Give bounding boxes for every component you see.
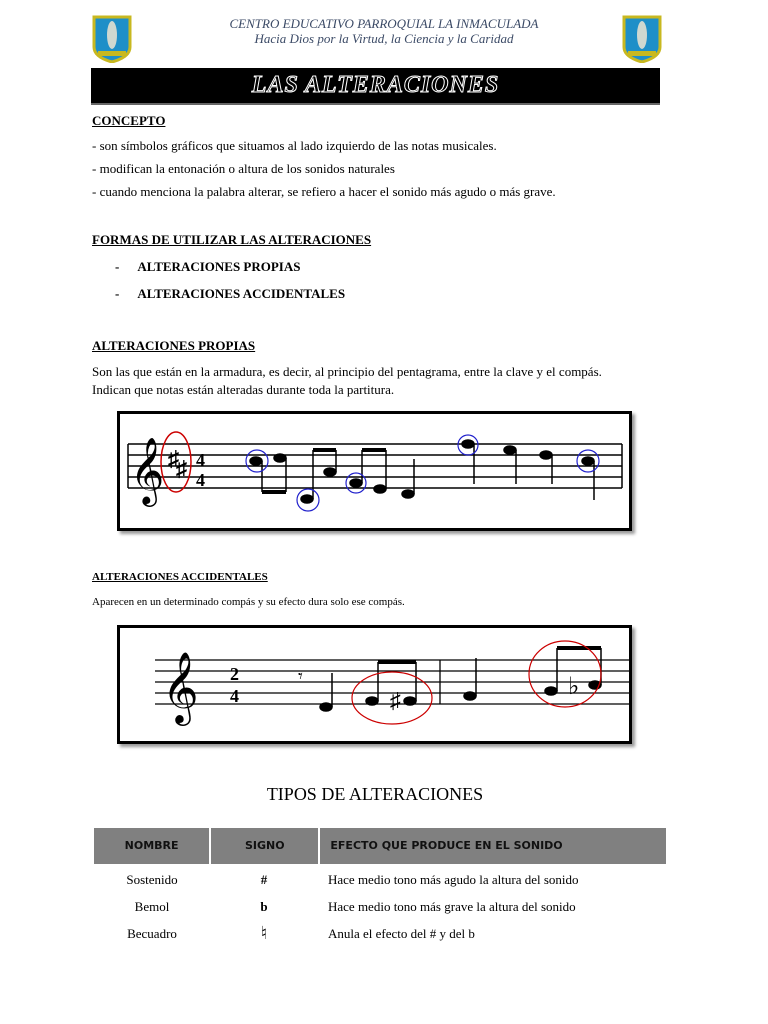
column-header: EFECTO QUE PRODUCE EN EL SONIDO	[330, 839, 563, 852]
nombre-cell: Sostenido	[126, 872, 178, 887]
svg-text:2: 2	[230, 664, 239, 684]
formas-item: - ALTERACIONES ACCIDENTALES	[115, 286, 346, 301]
table-row	[94, 866, 666, 893]
svg-text:♯: ♯	[176, 456, 187, 481]
table-row	[94, 893, 666, 920]
svg-text:♭: ♭	[568, 674, 580, 700]
title-banner	[91, 68, 660, 105]
svg-text:4: 4	[196, 470, 205, 490]
propias-heading: ALTERACIONES PROPIAS	[92, 338, 256, 353]
column-header: SIGNO	[211, 828, 320, 864]
table-row	[94, 920, 666, 947]
concepto-line: - cuando menciona la palabra alterar, se refiero a hacer el sonido más agudo o más grave.	[92, 184, 556, 199]
svg-text:4: 4	[196, 450, 205, 470]
accidentals-staff-image	[117, 625, 632, 744]
propias-text: Indican que notas están alteradas durante toda la partitura.	[92, 382, 395, 397]
tipos-heading: TIPOS DE ALTERACIONES	[266, 784, 484, 804]
signo-cell: #	[260, 872, 268, 887]
efecto-cell: Anula el efecto del # y del b	[328, 926, 475, 941]
page-title: LAS ALTERACIONES	[251, 72, 500, 98]
school-motto: Hacia Dios por la Virtud, la Ciencia y la Caridad	[254, 31, 514, 46]
accidentales-text: Aparecen en un determinado compás y su efecto dura solo ese compás.	[92, 596, 405, 608]
column-header: NOMBRE	[94, 828, 211, 864]
alterations-table	[94, 828, 666, 947]
svg-text:𝄾: 𝄾	[298, 666, 303, 686]
svg-text:♯: ♯	[390, 688, 401, 713]
nombre-cell: Becuadro	[127, 926, 177, 941]
nombre-cell: Bemol	[134, 899, 170, 914]
formas-heading: FORMAS DE UTILIZAR LAS ALTERACIONES	[92, 232, 372, 247]
concepto-line: - modifican la entonación o altura de los sonidos naturales	[92, 161, 395, 176]
accidentales-heading: ALTERACIONES ACCIDENTALES	[92, 571, 268, 583]
svg-text:4: 4	[230, 686, 239, 706]
svg-text:𝄞: 𝄞	[130, 436, 165, 504]
signo-cell: ♮	[260, 923, 268, 944]
concepto-heading: CONCEPTO	[92, 113, 166, 128]
efecto-cell: Hace medio tono más grave la altura del sonido	[328, 899, 576, 914]
propias-text: Son las que están en la armadura, es decir, al principio del pentagrama, entre la clave y el compás.	[92, 364, 602, 379]
svg-text:♯: ♯	[168, 446, 179, 471]
concepto-line: - son símbolos gráficos que situamos al lado izquierdo de las notas musicales.	[92, 138, 497, 153]
formas-item: - ALTERACIONES PROPIAS	[115, 259, 301, 274]
signo-cell: b	[260, 899, 268, 914]
key-signature-staff-image	[117, 411, 632, 531]
efecto-cell: Hace medio tono más agudo la altura del sonido	[328, 872, 579, 887]
svg-text:𝄞: 𝄞	[162, 650, 199, 723]
table-header	[94, 828, 666, 864]
school-name: CENTRO EDUCATIVO PARROQUIAL LA INMACULADA	[229, 16, 539, 31]
